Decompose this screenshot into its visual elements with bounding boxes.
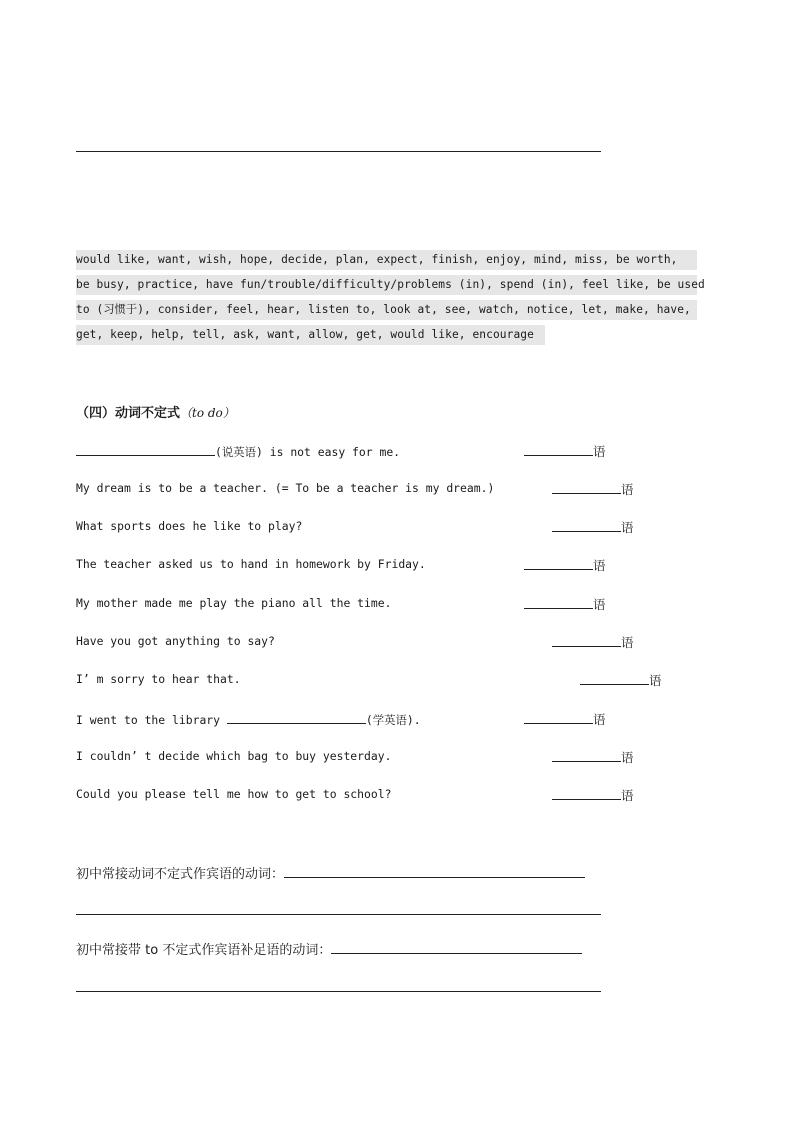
- answer-blank[interactable]: [552, 749, 621, 762]
- summary-label-1: 初中常接动词不定式作宾语的动词：: [76, 867, 285, 882]
- answer-suffix: 语: [593, 558, 606, 573]
- question-text: Could you please tell me how to get to school?: [76, 787, 392, 801]
- question-text: What sports does he like to play?: [76, 519, 303, 533]
- summary-question-2: [76, 939, 582, 958]
- answer-blank[interactable]: [524, 596, 593, 609]
- question-9: [76, 749, 391, 763]
- verb-list-line-1: would like, want, wish, hope, decide, plan, expect, finish, enjoy, mind, miss, be worth,: [76, 250, 697, 270]
- answer-suffix: 语: [593, 597, 606, 612]
- section-subtitle: （to do）: [180, 406, 235, 420]
- verb-list-line-4: get, keep, help, tell, ask, want, allow, get, would like, encourage: [76, 325, 545, 345]
- answer-slot-6[interactable]: [552, 633, 634, 651]
- answer-slot-4[interactable]: [524, 556, 606, 574]
- answer-blank[interactable]: [524, 557, 593, 570]
- question-text: I couldn’ t decide which bag to buy yesterday.: [76, 749, 392, 763]
- answer-blank[interactable]: [524, 443, 593, 456]
- summary-answer-line-2[interactable]: [76, 991, 601, 992]
- question-text: My dream is to be a teacher. (= To be a teacher is my dream.): [76, 481, 495, 495]
- top-answer-line: [76, 151, 601, 152]
- question-7: [76, 672, 241, 686]
- answer-suffix: 语: [621, 635, 634, 650]
- summary-question-1: [76, 863, 585, 882]
- answer-slot-5[interactable]: [524, 595, 606, 613]
- question-text: I’ m sorry to hear that.: [76, 672, 241, 686]
- answer-suffix: 语: [649, 673, 662, 688]
- summary-blank-1[interactable]: [284, 863, 585, 878]
- answer-suffix: 语: [621, 482, 634, 497]
- question-6: [76, 634, 275, 648]
- answer-suffix: 语: [593, 712, 606, 727]
- answer-slot-8[interactable]: [524, 710, 606, 728]
- answer-blank[interactable]: [552, 787, 621, 800]
- section-heading: [76, 402, 235, 421]
- question-text-after: (学英语).: [365, 713, 421, 727]
- fill-blank[interactable]: [227, 711, 366, 724]
- answer-suffix: 语: [593, 444, 606, 459]
- answer-blank[interactable]: [552, 519, 621, 532]
- question-text: Have you got anything to say?: [76, 634, 275, 648]
- answer-blank[interactable]: [524, 711, 593, 724]
- question-4: [76, 557, 426, 571]
- answer-slot-3[interactable]: [552, 518, 634, 536]
- question-2: [76, 481, 494, 495]
- answer-suffix: 语: [621, 788, 634, 803]
- answer-blank[interactable]: [552, 634, 621, 647]
- answer-suffix: 语: [621, 520, 634, 535]
- section-title: （四）动词不定式: [76, 406, 181, 421]
- question-text: The teacher asked us to hand in homework by Friday.: [76, 557, 426, 571]
- answer-slot-7[interactable]: [580, 671, 662, 689]
- question-10: [76, 787, 391, 801]
- question-text: My mother made me play the piano all the time.: [76, 596, 392, 610]
- question-3: [76, 519, 302, 533]
- question-1: [76, 443, 400, 460]
- question-text: I went to the library: [76, 713, 227, 727]
- verb-list-line-3: to (习惯于), consider, feel, hear, listen to, look at, see, watch, notice, let, make, have,: [76, 300, 697, 320]
- question-text: (说英语) is not easy for me.: [215, 445, 401, 459]
- answer-slot-1[interactable]: [524, 442, 606, 460]
- summary-label-2: 初中常接带 to 不定式作宾语补足语的动词：: [76, 943, 332, 958]
- fill-blank[interactable]: [76, 443, 215, 456]
- answer-slot-10[interactable]: [552, 786, 634, 804]
- answer-blank[interactable]: [580, 672, 649, 685]
- answer-slot-9[interactable]: [552, 748, 634, 766]
- answer-blank[interactable]: [552, 481, 621, 494]
- answer-slot-2[interactable]: [552, 480, 634, 498]
- summary-answer-line-1[interactable]: [76, 914, 601, 915]
- question-5: [76, 596, 391, 610]
- answer-suffix: 语: [621, 750, 634, 765]
- summary-blank-2[interactable]: [331, 939, 582, 954]
- verb-list-line-2: be busy, practice, have fun/trouble/difficulty/problems (in), spend (in), feel like, be used: [76, 275, 697, 295]
- question-8: [76, 711, 421, 728]
